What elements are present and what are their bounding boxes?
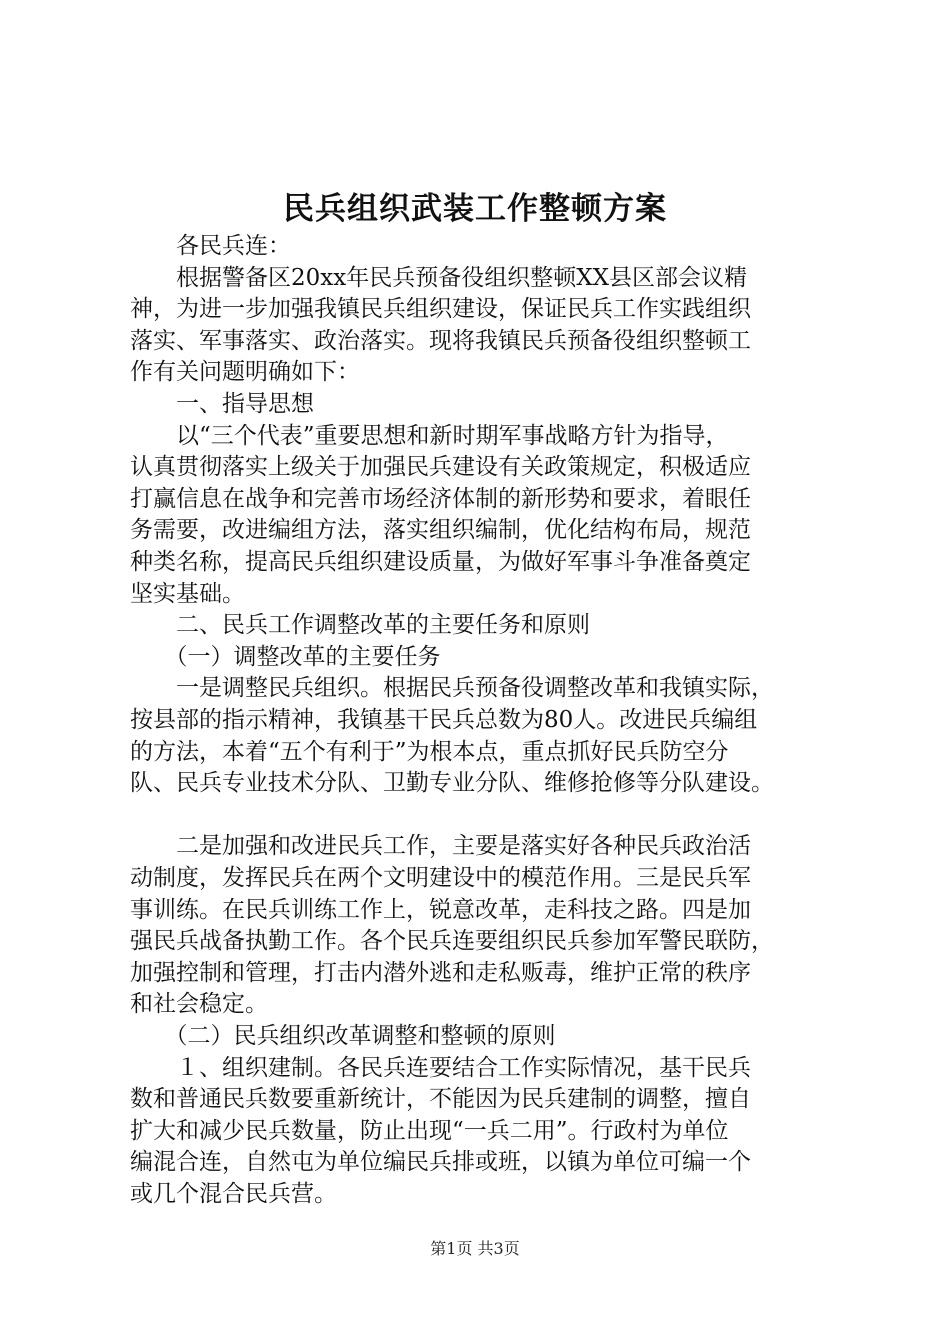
body-line: 一、指导思想 [130, 391, 314, 417]
document-title: 民兵组织武装工作整顿方案 [283, 191, 667, 227]
body-line: 坚实基础。 [130, 581, 245, 607]
body-line: 作有关问题明确如下： [130, 359, 360, 385]
body-line: 一是调整民兵组织。根据民兵预备役调整改革和我镇实际， [130, 675, 774, 701]
body-line: 打赢信息在战争和完善市场经济体制的新形势和要求，着眼任 [130, 486, 751, 512]
body-line: 落实、军事落实、政治落实。现将我镇民兵预备役组织整顿工 [130, 328, 751, 354]
body-line: 编混合连，自然屯为单位编民兵排或班，以镇为单位可编一个 [130, 1149, 751, 1175]
body-line: 神，为进一步加强我镇民兵组织建设，保证民兵工作实践组织 [130, 296, 751, 322]
body-line: １、组织建制。各民兵连要结合工作实际情况，基干民兵 [130, 1055, 751, 1081]
subsection-heading: （一）调整改革的主要任务 [130, 644, 441, 670]
body-line: 加强控制和管理，打击内潜外逃和走私贩毒，维护正常的秩序 [130, 960, 751, 986]
body-line: 的方法，本着“五个有利于”为根本点，重点抓好民兵防空分 [130, 739, 729, 765]
body-line: 根据警备区20xx年民兵预备役组织整顿XX县区部会议精 [130, 265, 747, 291]
body-line: 各民兵连： [130, 233, 291, 259]
body-line: 二是加强和改进民兵工作，主要是落实好各种民兵政治活 [130, 833, 751, 859]
body-line: 种类名称，提高民兵组织建设质量，为做好军事斗争准备奠定 [130, 549, 751, 575]
body-line: 或几个混合民兵营。 [130, 1181, 337, 1207]
section-heading: 二、民兵工作调整改革的主要任务和原则 [130, 612, 590, 638]
body-line: 强民兵战备执勤工作。各个民兵连要组织民兵参加军警民联防， [130, 928, 774, 954]
body-line: 队、民兵专业技术分队、卫勤专业分队、维修抢修等分队建设。 [130, 770, 774, 796]
body-line: 事训练。在民兵训练工作上，锐意改革，走科技之路。四是加 [130, 897, 751, 923]
body-line: 扩大和减少民兵数量，防止出现“一兵二用”。行政村为单位 [130, 1118, 729, 1144]
body-line: 按县部的指示精神，我镇基干民兵总数为80人。改进民兵编组 [130, 707, 758, 733]
body-line: 和社会稳定。 [130, 991, 268, 1017]
body-line: 数和普通民兵数要重新统计，不能因为民兵建制的调整，擅自 [130, 1086, 751, 1112]
body-line: 动制度，发挥民兵在两个文明建设中的模范作用。三是民兵军 [130, 865, 751, 891]
body-line: 务需要，改进编组方法，落实组织编制，优化结构布局，规范 [130, 517, 751, 543]
subsection-heading: （二）民兵组织改革调整和整顿的原则 [130, 1023, 556, 1049]
page-footer: 第1页 共3页 [430, 1239, 520, 1258]
body-line: 以“三个代表”重要思想和新时期军事战略方针为指导， [130, 423, 729, 449]
body-line: 认真贯彻落实上级关于加强民兵建设有关政策规定，积极适应 [130, 454, 751, 480]
